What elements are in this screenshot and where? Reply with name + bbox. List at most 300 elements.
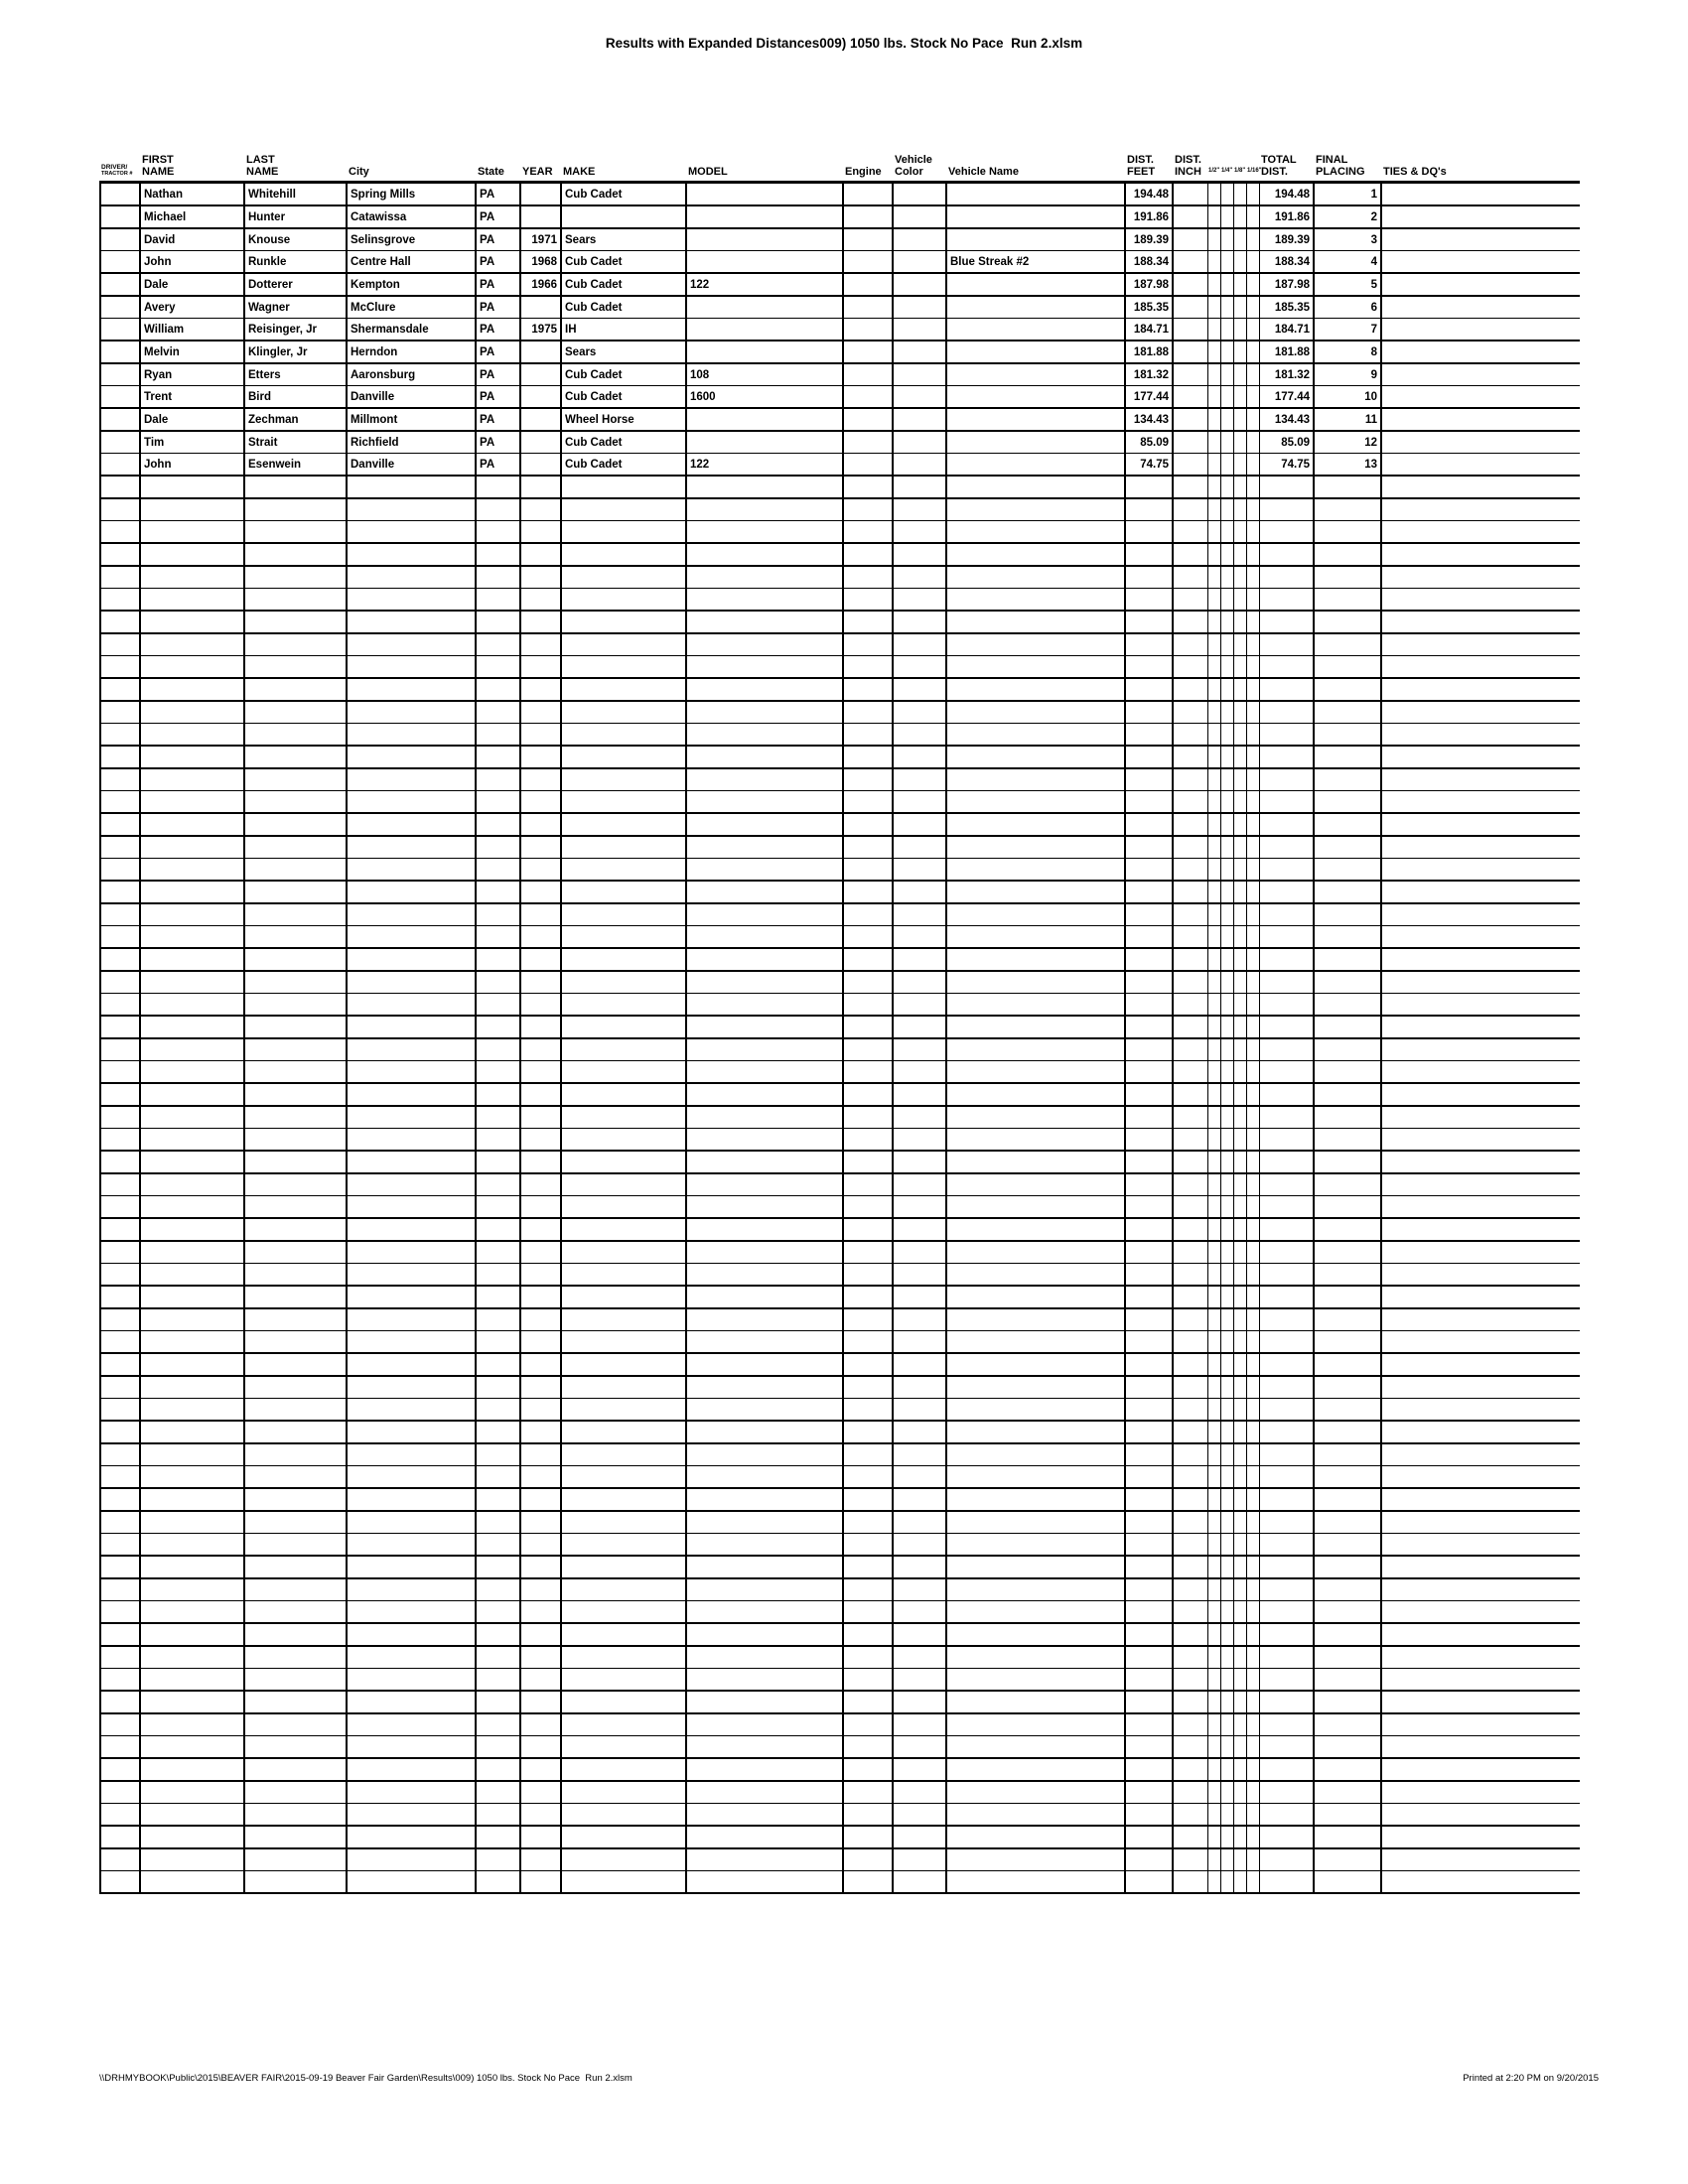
cell-vehicle-name [946,746,1125,768]
cell-total-dist [1259,724,1314,747]
empty-row [100,1061,1580,1084]
cell-vehicle-name [946,903,1125,926]
cell-total-dist [1259,678,1314,701]
cell-sixteenth-inch [1246,903,1259,926]
table-row [100,386,1580,409]
empty-row [100,1736,1580,1759]
cell-first-name [140,1578,244,1601]
cell-quarter-inch [1220,1218,1233,1241]
cell-tractor-num [100,1016,140,1038]
cell-total-dist [1259,926,1314,949]
cell-dist-inch [1173,1421,1207,1443]
cell-sixteenth-inch [1246,1106,1259,1129]
cell-half-inch [1207,1241,1220,1264]
cell-last-name [244,566,347,589]
cell-dist-feet [1125,1308,1173,1331]
cell-quarter-inch [1220,1376,1233,1399]
cell-half-inch [1207,205,1220,228]
cell-sixteenth-inch [1246,431,1259,454]
cell-tractor-num [100,363,140,386]
cell-eighth-inch [1233,1826,1246,1848]
cell-ties-dqs [1381,836,1580,859]
header-vehicle-name: Vehicle Name [946,143,1125,183]
cell-vehicle-color [893,656,946,679]
cell-ties-dqs [1381,1331,1580,1354]
cell-tractor-num [100,1578,140,1601]
cell-city: Herndon [347,341,476,363]
cell-final-placing [1314,1736,1381,1759]
cell-vehicle-color [893,543,946,566]
cell-eighth-inch [1233,454,1246,477]
cell-last-name [244,813,347,836]
cell-year [520,611,561,633]
cell-model [686,948,843,971]
cell-model [686,1601,843,1624]
cell-make [561,859,686,882]
cell-state [476,1669,520,1692]
cell-dist-feet [1125,1871,1173,1894]
cell-quarter-inch [1220,1646,1233,1669]
cell-total-dist: 191.86 [1259,205,1314,228]
cell-final-placing: 4 [1314,251,1381,274]
cell-final-placing [1314,633,1381,656]
cell-last-name [244,1196,347,1219]
cell-engine [843,1826,893,1848]
cell-ties-dqs [1381,1196,1580,1219]
cell-make [561,1691,686,1713]
cell-last-name [244,768,347,791]
cell-quarter-inch [1220,543,1233,566]
cell-dist-inch [1173,1016,1207,1038]
cell-total-dist [1259,1353,1314,1376]
cell-tractor-num [100,1511,140,1534]
cell-total-dist [1259,1601,1314,1624]
cell-make [561,1534,686,1557]
cell-final-placing [1314,543,1381,566]
cell-vehicle-name [946,363,1125,386]
cell-sixteenth-inch [1246,678,1259,701]
cell-tractor-num [100,1736,140,1759]
cell-first-name [140,1399,244,1422]
cell-first-name [140,1804,244,1827]
cell-model [686,1804,843,1827]
cell-first-name [140,1038,244,1061]
cell-city [347,1331,476,1354]
table-row [100,431,1580,454]
cell-dist-feet: 177.44 [1125,386,1173,409]
cell-final-placing [1314,521,1381,544]
cell-eighth-inch [1233,386,1246,409]
cell-eighth-inch [1233,1466,1246,1489]
cell-total-dist [1259,1871,1314,1894]
cell-last-name [244,1443,347,1466]
cell-total-dist: 187.98 [1259,273,1314,296]
cell-final-placing [1314,1129,1381,1152]
cell-eighth-inch [1233,1241,1246,1264]
cell-eighth-inch [1233,859,1246,882]
cell-tractor-num [100,1286,140,1308]
cell-tractor-num [100,656,140,679]
cell-vehicle-color [893,1016,946,1038]
cell-engine [843,1218,893,1241]
cell-vehicle-name [946,1443,1125,1466]
cell-model: 1600 [686,386,843,409]
cell-dist-feet [1125,678,1173,701]
cell-city [347,589,476,612]
cell-first-name: John [140,454,244,477]
cell-model [686,1488,843,1511]
cell-model [686,1061,843,1084]
cell-dist-feet [1125,1826,1173,1848]
cell-model [686,1623,843,1646]
cell-model [686,813,843,836]
cell-city: Aaronsburg [347,363,476,386]
cell-vehicle-color [893,903,946,926]
cell-vehicle-color [893,994,946,1017]
cell-last-name: Reisinger, Jr [244,319,347,341]
cell-dist-inch [1173,1353,1207,1376]
empty-row [100,881,1580,903]
cell-total-dist: 177.44 [1259,386,1314,409]
cell-state [476,1848,520,1871]
cell-vehicle-name [946,1264,1125,1287]
cell-year [520,1286,561,1308]
cell-tractor-num [100,454,140,477]
cell-state: PA [476,251,520,274]
cell-quarter-inch [1220,386,1233,409]
cell-tractor-num [100,498,140,521]
cell-vehicle-color [893,454,946,477]
cell-first-name: Dale [140,408,244,431]
cell-first-name [140,1691,244,1713]
cell-vehicle-name [946,1308,1125,1331]
cell-first-name [140,1848,244,1871]
cell-city [347,1218,476,1241]
cell-year [520,1601,561,1624]
cell-total-dist [1259,1241,1314,1264]
cell-make [561,566,686,589]
cell-final-placing [1314,994,1381,1017]
cell-dist-feet [1125,1443,1173,1466]
cell-vehicle-name [946,408,1125,431]
cell-vehicle-name [946,1421,1125,1443]
cell-vehicle-color [893,296,946,319]
cell-vehicle-name [946,1804,1125,1827]
cell-year [520,1421,561,1443]
cell-final-placing [1314,1556,1381,1578]
cell-tractor-num [100,319,140,341]
cell-sixteenth-inch [1246,1736,1259,1759]
cell-ties-dqs [1381,1669,1580,1692]
cell-year [520,836,561,859]
cell-make [561,971,686,994]
cell-eighth-inch [1233,1151,1246,1173]
header-make: MAKE [561,143,686,183]
cell-dist-feet [1125,1173,1173,1196]
cell-engine [843,903,893,926]
cell-engine [843,183,893,206]
cell-quarter-inch [1220,881,1233,903]
cell-half-inch [1207,903,1220,926]
cell-half-inch [1207,1736,1220,1759]
cell-last-name [244,1016,347,1038]
cell-vehicle-name [946,971,1125,994]
cell-quarter-inch [1220,1286,1233,1308]
cell-make [561,1646,686,1669]
cell-state: PA [476,341,520,363]
cell-last-name: Klingler, Jr [244,341,347,363]
empty-row [100,1151,1580,1173]
cell-make [561,1826,686,1848]
cell-first-name [140,859,244,882]
cell-first-name [140,994,244,1017]
cell-state: PA [476,205,520,228]
cell-vehicle-name [946,1061,1125,1084]
cell-state [476,566,520,589]
cell-quarter-inch [1220,1264,1233,1287]
cell-model [686,768,843,791]
cell-final-placing [1314,1601,1381,1624]
cell-tractor-num [100,1196,140,1219]
cell-quarter-inch [1220,319,1233,341]
cell-total-dist [1259,1646,1314,1669]
cell-tractor-num [100,633,140,656]
empty-row [100,1534,1580,1557]
cell-make [561,1173,686,1196]
cell-make [561,791,686,814]
cell-eighth-inch [1233,1106,1246,1129]
cell-vehicle-color [893,341,946,363]
cell-dist-inch [1173,1218,1207,1241]
cell-sixteenth-inch [1246,971,1259,994]
cell-dist-feet [1125,971,1173,994]
cell-engine [843,1331,893,1354]
cell-dist-inch [1173,1151,1207,1173]
empty-row [100,1466,1580,1489]
cell-tractor-num [100,1713,140,1736]
cell-vehicle-name [946,431,1125,454]
cell-model [686,183,843,206]
cell-quarter-inch [1220,228,1233,251]
cell-ties-dqs [1381,1826,1580,1848]
cell-quarter-inch [1220,431,1233,454]
cell-sixteenth-inch [1246,1038,1259,1061]
cell-half-inch [1207,1016,1220,1038]
cell-tractor-num [100,1534,140,1557]
cell-eighth-inch [1233,431,1246,454]
cell-ties-dqs [1381,1556,1580,1578]
empty-row [100,498,1580,521]
cell-half-inch [1207,836,1220,859]
cell-make [561,813,686,836]
cell-year [520,678,561,701]
empty-row [100,656,1580,679]
cell-last-name [244,724,347,747]
cell-vehicle-color [893,1331,946,1354]
cell-quarter-inch [1220,994,1233,1017]
cell-model [686,431,843,454]
cell-dist-inch [1173,1488,1207,1511]
cell-vehicle-name [946,296,1125,319]
header-sixteenth-inch: 1/16" [1246,143,1259,183]
cell-make [561,589,686,612]
cell-half-inch [1207,386,1220,409]
cell-vehicle-name [946,228,1125,251]
cell-first-name [140,1758,244,1781]
cell-sixteenth-inch [1246,1804,1259,1827]
cell-city [347,611,476,633]
cell-engine [843,678,893,701]
cell-vehicle-name [946,341,1125,363]
cell-tractor-num [100,1826,140,1848]
cell-half-inch [1207,566,1220,589]
header-engine: Engine [843,143,893,183]
cell-eighth-inch [1233,1758,1246,1781]
cell-quarter-inch [1220,1578,1233,1601]
empty-row [100,633,1580,656]
header-half-inch: 1/2" [1207,143,1220,183]
cell-year [520,543,561,566]
cell-city: McClure [347,296,476,319]
cell-total-dist [1259,633,1314,656]
cell-engine [843,1848,893,1871]
cell-dist-feet [1125,1286,1173,1308]
cell-sixteenth-inch [1246,1669,1259,1692]
cell-first-name [140,1421,244,1443]
cell-engine [843,1758,893,1781]
cell-half-inch [1207,1623,1220,1646]
cell-sixteenth-inch [1246,476,1259,498]
cell-quarter-inch [1220,1421,1233,1443]
cell-dist-inch [1173,296,1207,319]
cell-tractor-num [100,1061,140,1084]
cell-vehicle-name [946,1331,1125,1354]
cell-half-inch [1207,768,1220,791]
cell-sixteenth-inch [1246,656,1259,679]
cell-total-dist [1259,994,1314,1017]
cell-city [347,1106,476,1129]
cell-dist-feet [1125,926,1173,949]
cell-vehicle-color [893,1669,946,1692]
cell-eighth-inch [1233,1848,1246,1871]
cell-vehicle-name [946,1691,1125,1713]
cell-half-inch [1207,454,1220,477]
cell-total-dist [1259,611,1314,633]
cell-tractor-num [100,543,140,566]
cell-last-name [244,589,347,612]
cell-quarter-inch [1220,1601,1233,1624]
cell-model [686,1308,843,1331]
cell-quarter-inch [1220,859,1233,882]
cell-eighth-inch [1233,1669,1246,1692]
cell-ties-dqs [1381,1713,1580,1736]
cell-dist-feet [1125,1736,1173,1759]
cell-sixteenth-inch [1246,228,1259,251]
cell-make [561,701,686,724]
cell-final-placing [1314,1106,1381,1129]
cell-dist-feet [1125,948,1173,971]
cell-dist-inch [1173,1264,1207,1287]
cell-eighth-inch [1233,228,1246,251]
results-table [99,143,1580,1894]
cell-make [561,903,686,926]
cell-dist-feet [1125,813,1173,836]
cell-year [520,1556,561,1578]
cell-year [520,1443,561,1466]
page-footer [99,2073,1599,2084]
cell-first-name [140,498,244,521]
cell-vehicle-color [893,1443,946,1466]
cell-eighth-inch [1233,678,1246,701]
cell-first-name: Michael [140,205,244,228]
cell-eighth-inch [1233,1331,1246,1354]
table-row [100,363,1580,386]
cell-ties-dqs [1381,971,1580,994]
cell-year [520,1038,561,1061]
cell-final-placing: 1 [1314,183,1381,206]
cell-vehicle-name [946,498,1125,521]
cell-vehicle-color [893,813,946,836]
cell-quarter-inch [1220,1488,1233,1511]
cell-dist-inch [1173,1578,1207,1601]
cell-engine [843,341,893,363]
cell-eighth-inch [1233,408,1246,431]
cell-eighth-inch [1233,589,1246,612]
cell-dist-inch [1173,1331,1207,1354]
empty-row [100,678,1580,701]
cell-engine [843,994,893,1017]
cell-ties-dqs [1381,724,1580,747]
cell-eighth-inch [1233,273,1246,296]
cell-make [561,948,686,971]
cell-engine [843,746,893,768]
cell-dist-feet [1125,903,1173,926]
empty-row [100,768,1580,791]
cell-first-name [140,791,244,814]
cell-final-placing [1314,1286,1381,1308]
cell-model [686,319,843,341]
cell-tractor-num [100,566,140,589]
cell-year [520,1623,561,1646]
cell-first-name [140,1623,244,1646]
cell-half-inch [1207,543,1220,566]
cell-make [561,994,686,1017]
cell-model [686,1871,843,1894]
cell-first-name [140,633,244,656]
cell-half-inch [1207,251,1220,274]
cell-final-placing: 7 [1314,319,1381,341]
cell-last-name [244,1264,347,1287]
cell-vehicle-name [946,476,1125,498]
cell-quarter-inch [1220,183,1233,206]
cell-state [476,971,520,994]
cell-sixteenth-inch [1246,1578,1259,1601]
cell-city: Catawissa [347,205,476,228]
cell-half-inch [1207,1781,1220,1804]
cell-total-dist [1259,971,1314,994]
cell-vehicle-name [946,1826,1125,1848]
cell-final-placing: 3 [1314,228,1381,251]
cell-last-name [244,994,347,1017]
cell-vehicle-color [893,273,946,296]
cell-vehicle-name [946,791,1125,814]
empty-row [100,1286,1580,1308]
cell-vehicle-name [946,1511,1125,1534]
cell-sixteenth-inch [1246,994,1259,1017]
cell-year [520,386,561,409]
cell-engine [843,768,893,791]
cell-eighth-inch [1233,543,1246,566]
